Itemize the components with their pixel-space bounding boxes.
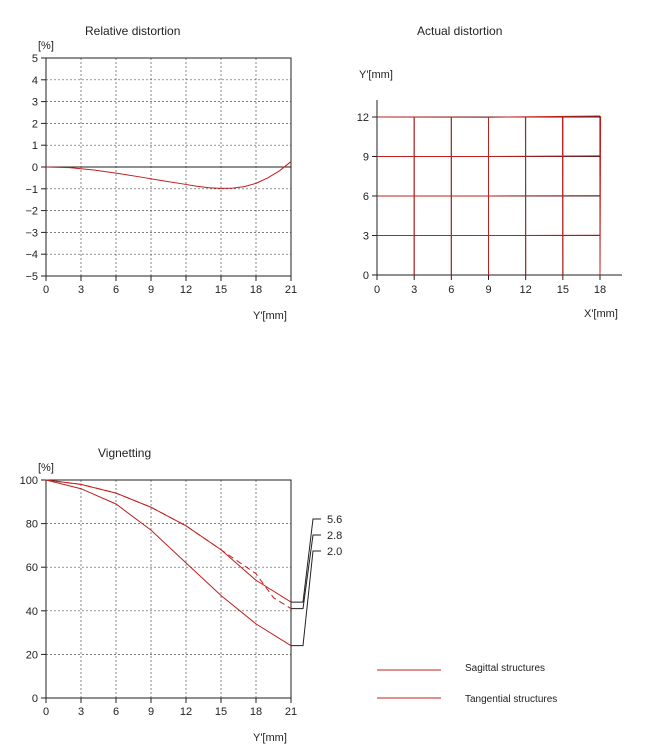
relative-distortion-ytick-label: −1 [25, 183, 38, 196]
actual-distortion-xtick-label: 6 [448, 284, 455, 296]
relative-distortion-ytick-label: −3 [25, 227, 38, 240]
actual-distortion-xlabel: X'[mm] [584, 308, 618, 320]
relative-distortion-xlabel: Y'[mm] [253, 310, 287, 322]
relative-distortion-xtick-label: 9 [147, 284, 155, 296]
vignetting-curve-2-0 [46, 480, 291, 646]
actual-distortion-xtick-label: 3 [411, 284, 418, 296]
vignetting-ytick-label: 40 [25, 605, 38, 618]
legend-label-tangential: Tangential structures [465, 694, 558, 705]
vignetting-xtick-label: 15 [214, 706, 228, 718]
vignetting-xtick-label: 9 [147, 706, 155, 718]
relative-distortion-xtick-label: 12 [179, 284, 193, 296]
actual-distortion-distorted-line [600, 116, 601, 275]
actual-distortion-xtick-label: 9 [485, 284, 492, 296]
relative-distortion-ytick-label: −5 [25, 271, 38, 283]
actual-distortion-ytick-label: 0 [362, 270, 369, 282]
vignetting-ytick-label: 0 [31, 693, 38, 705]
relative-distortion-xtick-label: 6 [112, 284, 120, 296]
actual-distortion-xtick-label: 15 [556, 284, 569, 296]
vignetting-xtick-label: 18 [249, 706, 263, 718]
actual-distortion-title: Actual distortion [417, 24, 503, 38]
relative-distortion-xtick-label: 18 [249, 284, 263, 296]
vignetting-xtick-label: 6 [112, 706, 120, 718]
vignetting-plot-frame [46, 480, 291, 698]
vignetting-ytick-label: 100 [19, 475, 38, 487]
vignetting-series-label: 5.6 [327, 514, 343, 526]
vignetting-xtick-label: 21 [284, 706, 298, 718]
actual-distortion-chart [357, 24, 622, 320]
relative-distortion-ytick-label: 5 [31, 53, 38, 65]
relative-distortion-ytick-label: 3 [31, 96, 38, 109]
actual-distortion-ytick-label: 9 [362, 151, 369, 164]
vignetting-xtick-label: 3 [77, 706, 85, 718]
vignetting-curve-2-8 [46, 480, 291, 609]
actual-distortion-ytick-label: 3 [362, 230, 369, 243]
vignetting-leader-line [291, 535, 321, 609]
vignetting-series-label: 2.0 [327, 546, 343, 558]
relative-distortion-ytick-label: −4 [25, 249, 38, 262]
relative-distortion-ytick-label: 2 [31, 118, 38, 131]
legend-label-sagittal: Sagittal structures [465, 663, 546, 674]
relative-distortion-title: Relative distortion [85, 24, 181, 38]
relative-distortion-ytick-label: 0 [31, 162, 38, 174]
relative-distortion-chart [25, 24, 297, 322]
relative-distortion-xtick-label: 21 [284, 284, 298, 296]
actual-distortion-ytick-label: 6 [362, 191, 369, 203]
relative-distortion-ylabel: [%] [38, 40, 54, 52]
relative-distortion-curve [46, 162, 291, 189]
relative-distortion-xtick-label: 0 [42, 284, 50, 296]
actual-distortion-ylabel: Y'[mm] [359, 69, 393, 81]
vignetting-xtick-label: 12 [179, 706, 193, 718]
vignetting-ylabel: [%] [38, 462, 54, 474]
actual-distortion-xtick-label: 0 [373, 284, 381, 296]
actual-distortion-ytick-label: 12 [356, 112, 369, 124]
vignetting-leader-line [291, 551, 321, 646]
vignetting-xlabel: Y'[mm] [253, 732, 287, 744]
vignetting-ytick-label: 80 [25, 518, 38, 531]
relative-distortion-ytick-label: −2 [25, 205, 38, 218]
vignetting-legend [377, 663, 557, 705]
relative-distortion-ytick-label: 4 [31, 74, 38, 87]
vignetting-ytick-label: 20 [25, 649, 38, 662]
vignetting-title: Vignetting [98, 446, 152, 460]
actual-distortion-xtick-label: 18 [593, 284, 607, 296]
relative-distortion-ytick-label: 1 [31, 140, 38, 153]
vignetting-chart [20, 446, 343, 744]
relative-distortion-xtick-label: 15 [214, 284, 228, 296]
relative-distortion-xtick-label: 3 [77, 284, 85, 296]
vignetting-ytick-label: 60 [25, 562, 38, 575]
vignetting-xtick-label: 0 [42, 706, 50, 718]
vignetting-series-label: 2.8 [327, 530, 343, 542]
actual-distortion-xtick-label: 12 [519, 284, 532, 296]
vignetting-curve-5-6 [46, 480, 291, 602]
